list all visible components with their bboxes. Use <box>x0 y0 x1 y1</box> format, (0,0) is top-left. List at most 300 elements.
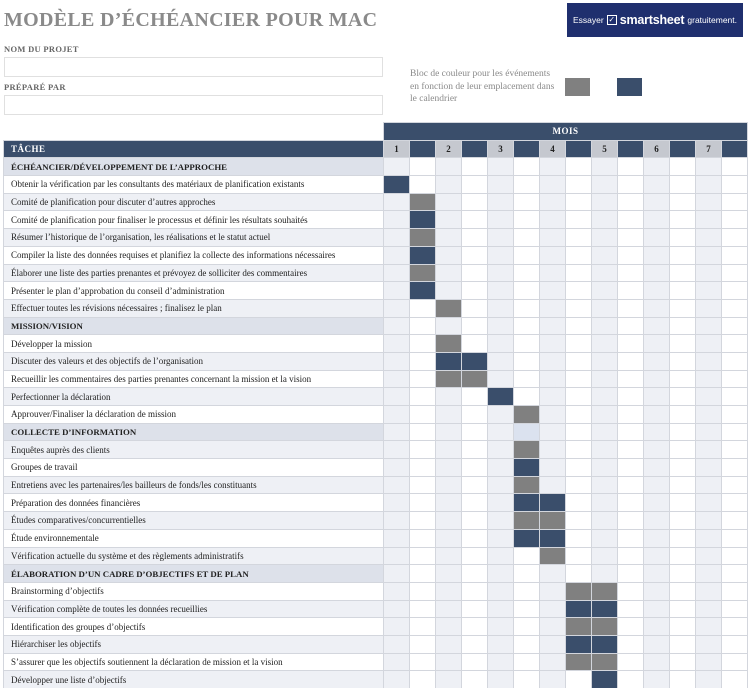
schedule-cell[interactable] <box>410 176 436 194</box>
schedule-cell[interactable] <box>670 246 696 264</box>
schedule-cell[interactable] <box>670 618 696 636</box>
schedule-cell[interactable] <box>618 671 644 688</box>
schedule-cell[interactable] <box>436 423 462 441</box>
schedule-cell[interactable] <box>696 582 722 600</box>
schedule-cell[interactable] <box>592 653 618 671</box>
schedule-cell[interactable] <box>410 317 436 335</box>
schedule-cell[interactable] <box>696 370 722 388</box>
schedule-cell[interactable] <box>488 459 514 477</box>
schedule-cell[interactable] <box>410 229 436 247</box>
schedule-cell[interactable] <box>410 423 436 441</box>
schedule-cell[interactable] <box>618 211 644 229</box>
schedule-cell[interactable] <box>696 282 722 300</box>
task-label[interactable]: Préparation des données financières <box>4 494 384 512</box>
task-label[interactable]: Développer une liste d’objectifs <box>4 671 384 688</box>
schedule-cell[interactable] <box>384 388 410 406</box>
schedule-cell[interactable] <box>462 317 488 335</box>
schedule-cell[interactable] <box>618 600 644 618</box>
schedule-cell[interactable] <box>462 193 488 211</box>
schedule-cell[interactable] <box>670 317 696 335</box>
schedule-cell[interactable] <box>696 388 722 406</box>
schedule-cell[interactable] <box>670 459 696 477</box>
schedule-cell[interactable] <box>410 494 436 512</box>
schedule-cell[interactable] <box>618 317 644 335</box>
schedule-cell[interactable] <box>462 653 488 671</box>
schedule-cell[interactable] <box>722 317 748 335</box>
schedule-cell[interactable] <box>566 282 592 300</box>
schedule-cell[interactable] <box>618 423 644 441</box>
schedule-cell[interactable] <box>696 158 722 176</box>
task-label[interactable]: Comité de planification pour discuter d’autres approches <box>4 193 384 211</box>
schedule-cell[interactable] <box>436 512 462 530</box>
schedule-cell[interactable] <box>696 193 722 211</box>
schedule-cell[interactable] <box>696 441 722 459</box>
schedule-cell[interactable] <box>410 335 436 353</box>
schedule-cell[interactable] <box>462 582 488 600</box>
schedule-cell[interactable] <box>644 264 670 282</box>
schedule-cell[interactable] <box>644 512 670 530</box>
schedule-cell[interactable] <box>644 370 670 388</box>
schedule-cell[interactable] <box>670 582 696 600</box>
schedule-cell[interactable] <box>722 423 748 441</box>
section-label[interactable]: ÉLABORATION D’UN CADRE D’OBJECTIFS ET DE PLAN <box>4 565 384 583</box>
schedule-cell[interactable] <box>670 176 696 194</box>
schedule-cell[interactable] <box>644 299 670 317</box>
schedule-cell[interactable] <box>384 370 410 388</box>
schedule-cell[interactable] <box>566 529 592 547</box>
schedule-cell[interactable] <box>592 565 618 583</box>
schedule-cell[interactable] <box>618 388 644 406</box>
schedule-cell[interactable] <box>462 352 488 370</box>
schedule-cell[interactable] <box>384 406 410 424</box>
schedule-cell[interactable] <box>670 193 696 211</box>
schedule-cell[interactable] <box>566 618 592 636</box>
schedule-cell[interactable] <box>384 441 410 459</box>
schedule-cell[interactable] <box>540 299 566 317</box>
schedule-cell[interactable] <box>436 582 462 600</box>
schedule-cell[interactable] <box>644 653 670 671</box>
schedule-cell[interactable] <box>384 317 410 335</box>
schedule-cell[interactable] <box>462 158 488 176</box>
schedule-cell[interactable] <box>618 494 644 512</box>
schedule-cell[interactable] <box>722 335 748 353</box>
schedule-cell[interactable] <box>722 246 748 264</box>
schedule-cell[interactable] <box>696 176 722 194</box>
schedule-cell[interactable] <box>592 459 618 477</box>
schedule-cell[interactable] <box>540 459 566 477</box>
schedule-cell[interactable] <box>644 246 670 264</box>
schedule-cell[interactable] <box>592 335 618 353</box>
schedule-cell[interactable] <box>566 317 592 335</box>
schedule-cell[interactable] <box>592 406 618 424</box>
schedule-cell[interactable] <box>410 476 436 494</box>
schedule-cell[interactable] <box>384 635 410 653</box>
schedule-cell[interactable] <box>384 229 410 247</box>
schedule-cell[interactable] <box>488 441 514 459</box>
schedule-cell[interactable] <box>540 246 566 264</box>
schedule-cell[interactable] <box>488 229 514 247</box>
schedule-cell[interactable] <box>722 211 748 229</box>
schedule-cell[interactable] <box>566 388 592 406</box>
schedule-cell[interactable] <box>644 494 670 512</box>
schedule-cell[interactable] <box>384 352 410 370</box>
schedule-cell[interactable] <box>462 299 488 317</box>
schedule-cell[interactable] <box>566 335 592 353</box>
schedule-cell[interactable] <box>644 176 670 194</box>
schedule-cell[interactable] <box>436 299 462 317</box>
schedule-cell[interactable] <box>410 282 436 300</box>
schedule-cell[interactable] <box>410 582 436 600</box>
schedule-cell[interactable] <box>462 335 488 353</box>
schedule-cell[interactable] <box>410 653 436 671</box>
schedule-cell[interactable] <box>514 388 540 406</box>
schedule-cell[interactable] <box>696 264 722 282</box>
schedule-cell[interactable] <box>670 264 696 282</box>
schedule-cell[interactable] <box>462 441 488 459</box>
schedule-cell[interactable] <box>670 406 696 424</box>
schedule-cell[interactable] <box>514 600 540 618</box>
schedule-cell[interactable] <box>462 176 488 194</box>
schedule-cell[interactable] <box>566 406 592 424</box>
schedule-cell[interactable] <box>670 476 696 494</box>
schedule-cell[interactable] <box>696 635 722 653</box>
schedule-cell[interactable] <box>592 282 618 300</box>
schedule-cell[interactable] <box>566 671 592 688</box>
schedule-cell[interactable] <box>670 494 696 512</box>
schedule-cell[interactable] <box>696 565 722 583</box>
task-label[interactable]: Hiérarchiser les objectifs <box>4 635 384 653</box>
schedule-cell[interactable] <box>696 529 722 547</box>
schedule-cell[interactable] <box>618 635 644 653</box>
schedule-cell[interactable] <box>462 547 488 565</box>
task-label[interactable]: Brainstorming d’objectifs <box>4 582 384 600</box>
schedule-cell[interactable] <box>566 476 592 494</box>
schedule-cell[interactable] <box>514 229 540 247</box>
schedule-cell[interactable] <box>514 335 540 353</box>
schedule-cell[interactable] <box>696 512 722 530</box>
schedule-cell[interactable] <box>514 282 540 300</box>
schedule-cell[interactable] <box>618 229 644 247</box>
schedule-cell[interactable] <box>644 600 670 618</box>
task-label[interactable]: Obtenir la vérification par les consultants des matériaux de planification existants <box>4 176 384 194</box>
schedule-cell[interactable] <box>696 406 722 424</box>
schedule-cell[interactable] <box>410 158 436 176</box>
schedule-cell[interactable] <box>618 653 644 671</box>
schedule-cell[interactable] <box>566 352 592 370</box>
schedule-cell[interactable] <box>644 423 670 441</box>
schedule-cell[interactable] <box>644 158 670 176</box>
schedule-cell[interactable] <box>566 158 592 176</box>
schedule-cell[interactable] <box>514 406 540 424</box>
schedule-cell[interactable] <box>384 529 410 547</box>
task-label[interactable]: Enquêtes auprès des clients <box>4 441 384 459</box>
schedule-cell[interactable] <box>670 441 696 459</box>
schedule-cell[interactable] <box>592 671 618 688</box>
schedule-cell[interactable] <box>384 264 410 282</box>
schedule-cell[interactable] <box>436 335 462 353</box>
schedule-cell[interactable] <box>722 441 748 459</box>
schedule-cell[interactable] <box>410 565 436 583</box>
schedule-cell[interactable] <box>540 282 566 300</box>
schedule-cell[interactable] <box>384 193 410 211</box>
schedule-cell[interactable] <box>540 547 566 565</box>
schedule-cell[interactable] <box>384 653 410 671</box>
schedule-cell[interactable] <box>514 299 540 317</box>
schedule-cell[interactable] <box>410 264 436 282</box>
schedule-cell[interactable] <box>722 459 748 477</box>
schedule-cell[interactable] <box>384 423 410 441</box>
schedule-cell[interactable] <box>514 512 540 530</box>
schedule-cell[interactable] <box>722 299 748 317</box>
schedule-cell[interactable] <box>384 600 410 618</box>
schedule-cell[interactable] <box>488 176 514 194</box>
schedule-cell[interactable] <box>410 671 436 688</box>
task-label[interactable]: Vérification actuelle du système et des règlements administratifs <box>4 547 384 565</box>
schedule-cell[interactable] <box>540 565 566 583</box>
schedule-cell[interactable] <box>592 494 618 512</box>
schedule-cell[interactable] <box>696 459 722 477</box>
schedule-cell[interactable] <box>384 512 410 530</box>
schedule-cell[interactable] <box>410 193 436 211</box>
schedule-cell[interactable] <box>722 176 748 194</box>
schedule-cell[interactable] <box>566 211 592 229</box>
task-label[interactable]: Discuter des valeurs et des objectifs de l’organisation <box>4 352 384 370</box>
schedule-cell[interactable] <box>514 158 540 176</box>
schedule-cell[interactable] <box>488 352 514 370</box>
schedule-cell[interactable] <box>488 547 514 565</box>
schedule-cell[interactable] <box>566 193 592 211</box>
schedule-cell[interactable] <box>644 335 670 353</box>
task-label[interactable]: Groupes de travail <box>4 459 384 477</box>
schedule-cell[interactable] <box>696 317 722 335</box>
schedule-cell[interactable] <box>410 512 436 530</box>
schedule-cell[interactable] <box>722 352 748 370</box>
schedule-cell[interactable] <box>488 299 514 317</box>
schedule-cell[interactable] <box>670 229 696 247</box>
schedule-cell[interactable] <box>644 635 670 653</box>
schedule-cell[interactable] <box>540 671 566 688</box>
schedule-cell[interactable] <box>514 671 540 688</box>
schedule-cell[interactable] <box>514 193 540 211</box>
schedule-cell[interactable] <box>540 512 566 530</box>
task-label[interactable]: Perfectionner la déclaration <box>4 388 384 406</box>
schedule-cell[interactable] <box>722 671 748 688</box>
schedule-cell[interactable] <box>592 246 618 264</box>
schedule-cell[interactable] <box>566 299 592 317</box>
schedule-cell[interactable] <box>436 388 462 406</box>
schedule-cell[interactable] <box>436 529 462 547</box>
schedule-cell[interactable] <box>488 635 514 653</box>
section-label[interactable]: MISSION/VISION <box>4 317 384 335</box>
schedule-cell[interactable] <box>592 476 618 494</box>
schedule-cell[interactable] <box>540 335 566 353</box>
schedule-cell[interactable] <box>488 582 514 600</box>
schedule-cell[interactable] <box>540 600 566 618</box>
schedule-cell[interactable] <box>410 459 436 477</box>
schedule-cell[interactable] <box>696 600 722 618</box>
schedule-cell[interactable] <box>514 565 540 583</box>
schedule-cell[interactable] <box>618 459 644 477</box>
schedule-cell[interactable] <box>644 406 670 424</box>
schedule-cell[interactable] <box>488 193 514 211</box>
schedule-cell[interactable] <box>410 406 436 424</box>
schedule-cell[interactable] <box>618 246 644 264</box>
schedule-cell[interactable] <box>722 653 748 671</box>
schedule-cell[interactable] <box>436 370 462 388</box>
schedule-cell[interactable] <box>592 264 618 282</box>
schedule-cell[interactable] <box>722 512 748 530</box>
schedule-cell[interactable] <box>644 352 670 370</box>
schedule-cell[interactable] <box>696 494 722 512</box>
schedule-cell[interactable] <box>592 370 618 388</box>
schedule-cell[interactable] <box>670 423 696 441</box>
schedule-cell[interactable] <box>644 459 670 477</box>
schedule-cell[interactable] <box>566 600 592 618</box>
schedule-cell[interactable] <box>384 476 410 494</box>
schedule-cell[interactable] <box>670 299 696 317</box>
task-label[interactable]: Études comparatives/concurrentielles <box>4 512 384 530</box>
schedule-cell[interactable] <box>462 264 488 282</box>
schedule-cell[interactable] <box>592 352 618 370</box>
schedule-cell[interactable] <box>540 582 566 600</box>
schedule-cell[interactable] <box>618 547 644 565</box>
task-label[interactable]: Recueillir les commentaires des parties prenantes concernant la mission et la vision <box>4 370 384 388</box>
schedule-cell[interactable] <box>722 565 748 583</box>
schedule-cell[interactable] <box>462 635 488 653</box>
schedule-cell[interactable] <box>436 317 462 335</box>
schedule-cell[interactable] <box>540 441 566 459</box>
schedule-cell[interactable] <box>488 211 514 229</box>
schedule-cell[interactable] <box>566 512 592 530</box>
schedule-cell[interactable] <box>384 494 410 512</box>
schedule-cell[interactable] <box>540 618 566 636</box>
schedule-cell[interactable] <box>618 176 644 194</box>
schedule-cell[interactable] <box>514 547 540 565</box>
schedule-cell[interactable] <box>618 582 644 600</box>
schedule-cell[interactable] <box>514 317 540 335</box>
section-label[interactable]: COLLECTE D’INFORMATION <box>4 423 384 441</box>
schedule-cell[interactable] <box>462 600 488 618</box>
smartsheet-trial-button[interactable] <box>567 3 743 37</box>
schedule-cell[interactable] <box>670 211 696 229</box>
schedule-cell[interactable] <box>384 158 410 176</box>
schedule-cell[interactable] <box>540 193 566 211</box>
task-label[interactable]: Comité de planification pour finaliser le processus et définir les résultats souhaités <box>4 211 384 229</box>
schedule-cell[interactable] <box>410 529 436 547</box>
task-label[interactable]: Présenter le plan d’approbation du conseil d’administration <box>4 282 384 300</box>
schedule-cell[interactable] <box>592 176 618 194</box>
schedule-cell[interactable] <box>488 317 514 335</box>
schedule-cell[interactable] <box>488 264 514 282</box>
schedule-cell[interactable] <box>644 441 670 459</box>
schedule-cell[interactable] <box>722 618 748 636</box>
schedule-cell[interactable] <box>514 352 540 370</box>
schedule-cell[interactable] <box>436 246 462 264</box>
schedule-cell[interactable] <box>644 229 670 247</box>
schedule-cell[interactable] <box>540 229 566 247</box>
schedule-cell[interactable] <box>514 476 540 494</box>
schedule-cell[interactable] <box>488 246 514 264</box>
schedule-cell[interactable] <box>488 618 514 636</box>
schedule-cell[interactable] <box>592 600 618 618</box>
schedule-cell[interactable] <box>696 423 722 441</box>
schedule-cell[interactable] <box>670 370 696 388</box>
schedule-cell[interactable] <box>540 264 566 282</box>
schedule-cell[interactable] <box>436 193 462 211</box>
schedule-cell[interactable] <box>644 282 670 300</box>
task-label[interactable]: Identification des groupes d’objectifs <box>4 618 384 636</box>
schedule-cell[interactable] <box>670 529 696 547</box>
schedule-cell[interactable] <box>696 653 722 671</box>
schedule-cell[interactable] <box>722 529 748 547</box>
schedule-cell[interactable] <box>670 671 696 688</box>
task-label[interactable]: Élaborer une liste des parties prenantes et prévoyez de solliciter des commentaires <box>4 264 384 282</box>
schedule-cell[interactable] <box>644 582 670 600</box>
schedule-cell[interactable] <box>592 512 618 530</box>
schedule-cell[interactable] <box>540 317 566 335</box>
schedule-cell[interactable] <box>410 635 436 653</box>
schedule-cell[interactable] <box>462 282 488 300</box>
schedule-cell[interactable] <box>462 618 488 636</box>
schedule-cell[interactable] <box>670 352 696 370</box>
schedule-cell[interactable] <box>696 476 722 494</box>
schedule-cell[interactable] <box>384 246 410 264</box>
schedule-cell[interactable] <box>384 335 410 353</box>
schedule-cell[interactable] <box>436 264 462 282</box>
schedule-cell[interactable] <box>488 653 514 671</box>
schedule-cell[interactable] <box>566 229 592 247</box>
schedule-cell[interactable] <box>618 282 644 300</box>
schedule-cell[interactable] <box>566 246 592 264</box>
schedule-cell[interactable] <box>618 299 644 317</box>
schedule-cell[interactable] <box>410 547 436 565</box>
schedule-cell[interactable] <box>722 635 748 653</box>
schedule-cell[interactable] <box>696 671 722 688</box>
schedule-cell[interactable] <box>488 512 514 530</box>
schedule-cell[interactable] <box>436 441 462 459</box>
schedule-cell[interactable] <box>436 600 462 618</box>
schedule-cell[interactable] <box>540 176 566 194</box>
schedule-cell[interactable] <box>488 476 514 494</box>
schedule-cell[interactable] <box>514 459 540 477</box>
schedule-cell[interactable] <box>488 282 514 300</box>
schedule-cell[interactable] <box>462 229 488 247</box>
schedule-cell[interactable] <box>670 653 696 671</box>
schedule-cell[interactable] <box>722 494 748 512</box>
schedule-cell[interactable] <box>592 441 618 459</box>
schedule-cell[interactable] <box>644 193 670 211</box>
schedule-cell[interactable] <box>488 370 514 388</box>
schedule-cell[interactable] <box>540 529 566 547</box>
schedule-cell[interactable] <box>722 547 748 565</box>
schedule-cell[interactable] <box>410 352 436 370</box>
schedule-cell[interactable] <box>566 653 592 671</box>
schedule-cell[interactable] <box>488 671 514 688</box>
schedule-cell[interactable] <box>462 565 488 583</box>
schedule-cell[interactable] <box>592 317 618 335</box>
schedule-cell[interactable] <box>462 494 488 512</box>
schedule-cell[interactable] <box>592 388 618 406</box>
schedule-cell[interactable] <box>722 600 748 618</box>
schedule-cell[interactable] <box>410 299 436 317</box>
schedule-cell[interactable] <box>592 211 618 229</box>
prepared-by-field[interactable] <box>4 95 383 115</box>
schedule-cell[interactable] <box>488 406 514 424</box>
schedule-cell[interactable] <box>618 529 644 547</box>
schedule-cell[interactable] <box>618 264 644 282</box>
schedule-cell[interactable] <box>592 582 618 600</box>
schedule-cell[interactable] <box>644 476 670 494</box>
